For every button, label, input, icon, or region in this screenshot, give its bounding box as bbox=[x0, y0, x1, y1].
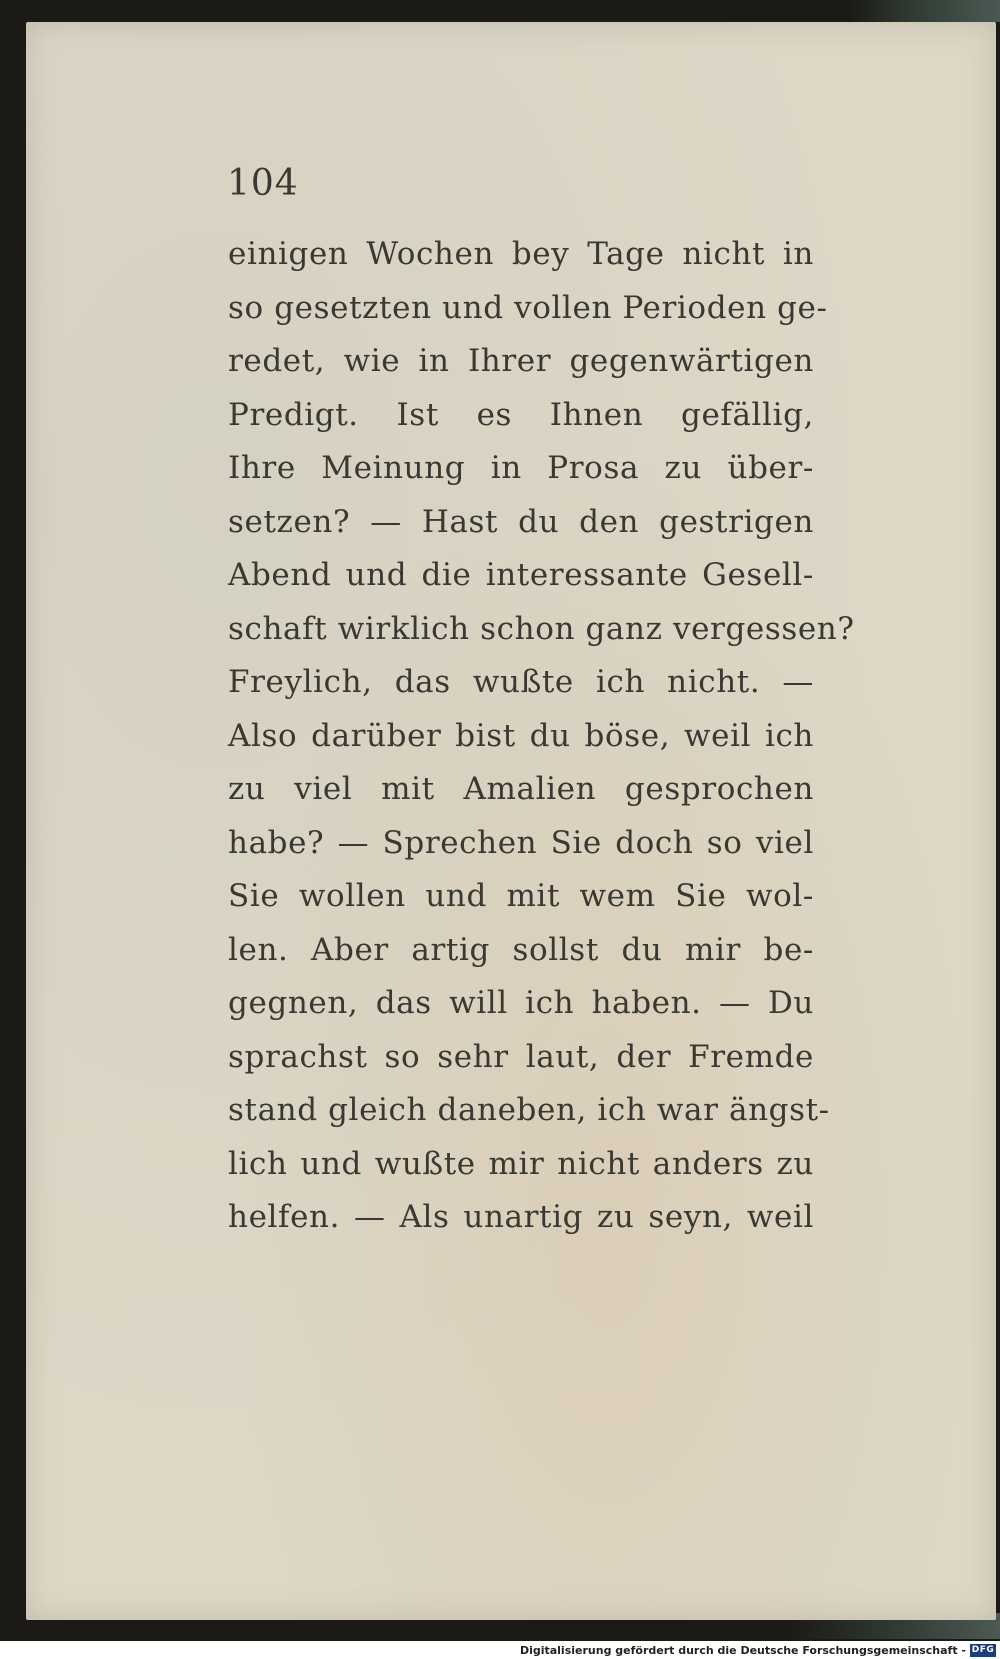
dfg-logo-icon: DFG bbox=[971, 1645, 995, 1655]
text-line: redet, wie in Ihrer gegenwärtigen bbox=[228, 343, 814, 379]
text-line: stand gleich daneben, ich war ängst- bbox=[228, 1092, 830, 1128]
text-line: lich und wußte mir nicht anders zu bbox=[228, 1145, 814, 1182]
text-line: zu viel mit Amalien gesprochen bbox=[228, 771, 814, 807]
text-line: Also darüber bist du böse, weil ich bbox=[228, 717, 814, 754]
page-number: 104 bbox=[227, 163, 299, 204]
page-text bbox=[228, 228, 855, 1245]
text-line: Sie wollen und mit wem Sie wol- bbox=[228, 878, 814, 914]
text-line: schaft wirklich schon ganz vergessen? bbox=[228, 610, 855, 647]
text-line: Predigt. Ist es Ihnen gefällig, bbox=[228, 396, 814, 433]
text-line: Ihre Meinung in Prosa zu über- bbox=[228, 450, 814, 486]
text-line: helfen. — Als unartig zu seyn, weil bbox=[228, 1199, 814, 1235]
text-line: gegnen, das will ich haben. — Du bbox=[228, 985, 814, 1021]
text-line: len. Aber artig sollst du mir be- bbox=[228, 931, 814, 968]
footer-credit: Digitalisierung gefördert durch die Deutsche Forschungsgemeinschaft - bbox=[519, 1644, 966, 1657]
text-line: Abend und die interessante Gesell- bbox=[228, 557, 814, 593]
text-line: Freylich, das wußte ich nicht. — bbox=[228, 664, 814, 700]
text-line: habe? — Sprechen Sie doch so viel bbox=[228, 824, 814, 861]
text-line: setzen? — Hast du den gestrigen bbox=[228, 503, 814, 540]
book-cover-corner bbox=[850, 0, 1000, 22]
text-line: so gesetzten und vollen Perioden ge- bbox=[228, 289, 828, 326]
text-line: einigen Wochen bey Tage nicht in bbox=[228, 236, 814, 272]
text-line: sprachst so sehr laut, der Fremde bbox=[228, 1038, 814, 1075]
footer-bar bbox=[0, 1641, 1000, 1659]
